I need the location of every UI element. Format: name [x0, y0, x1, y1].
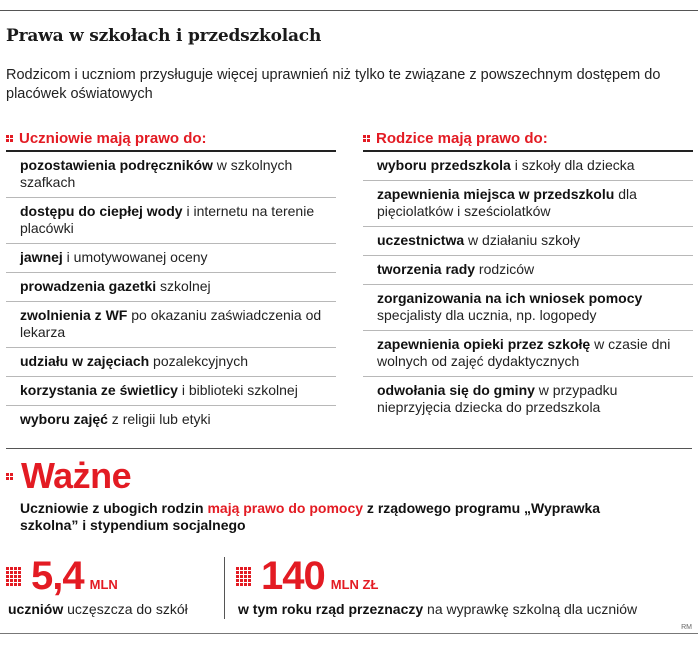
item-rest: po okazaniu zaświadczenia od lekarza [20, 307, 322, 340]
stat-unit: MLN ZŁ [330, 577, 379, 592]
stat-caption-bold: w tym roku rząd przeznaczy [238, 601, 424, 617]
stat-caption [236, 601, 692, 618]
list-item [6, 348, 336, 377]
item-bold: wyboru przedszkola [377, 157, 511, 173]
item-rest: w przypadku nieprzyjęcia dziecka do przedszkola [377, 382, 618, 415]
stat-students [6, 555, 216, 618]
stat-caption-rest: uczęszcza do szkół [63, 601, 188, 617]
item-rest: pozalekcyjnych [149, 353, 248, 369]
item-bold: zorganizowania na ich wniosek pomocy [377, 290, 643, 306]
important-box [6, 456, 692, 534]
item-bold: zapewnienia miejsca w przedszkolu [377, 186, 615, 202]
item-bold: dostępu do ciepłej wody [20, 203, 183, 219]
item-bold: korzystania ze świetlicy [20, 382, 178, 398]
item-rest: i biblioteki szkolnej [177, 382, 298, 398]
section-rule [6, 448, 692, 449]
stat-caption-bold: uczniów [8, 601, 64, 617]
item-rest: szkolnej [156, 278, 211, 294]
dot-grid-icon [236, 567, 251, 586]
top-rule [0, 10, 698, 11]
item-bold: tworzenia rady [377, 261, 476, 277]
important-text-highlight: mają prawo do pomocy [207, 500, 364, 516]
list-item [6, 406, 336, 434]
dot-grid-icon [6, 567, 21, 586]
bottom-rule [0, 633, 698, 634]
item-bold: odwołania się do gminy [377, 382, 535, 398]
item-rest: w szkolnych szafkach [20, 157, 293, 190]
list-item [363, 285, 693, 331]
important-text-after: z rządowego programu „Wyprawka szkolna” i stypendium socjalnego [20, 500, 601, 533]
important-text [20, 500, 620, 534]
item-bold: zwolnienia z WF [20, 307, 128, 323]
item-rest: dla pięciolatków i sześciolatków [377, 186, 637, 219]
item-rest: i szkoły dla dziecka [510, 157, 635, 173]
item-rest: i internetu na terenie placówki [20, 203, 315, 236]
item-bold: zapewnienia opieki przez szkołę [377, 336, 591, 352]
item-rest: i umotywowanej oceny [62, 249, 208, 265]
important-heading [6, 456, 692, 496]
item-bold: wyboru zajęć [20, 411, 108, 427]
list-item [6, 273, 336, 302]
stat-unit: MLN [89, 577, 118, 592]
parents-heading-label: Rodzice mają prawo do: [376, 129, 548, 147]
stat-number: 140 [261, 554, 325, 598]
stat-budget [236, 555, 692, 618]
parents-rights-list [363, 152, 693, 422]
students-rights-column [6, 128, 336, 434]
list-item [6, 198, 336, 244]
stat-divider [224, 557, 225, 619]
item-bold: jawnej [20, 249, 63, 265]
list-item [363, 256, 693, 285]
item-bold: pozostawienia podręczników [20, 157, 213, 173]
important-text-before: Uczniowie z ubogich rodzin [20, 500, 208, 516]
list-item [363, 227, 693, 256]
list-item [6, 377, 336, 406]
stat-caption [6, 601, 216, 618]
item-rest: z religii lub etyki [107, 411, 211, 427]
list-item [6, 244, 336, 273]
parents-rights-column [363, 128, 693, 422]
students-heading-label: Uczniowie mają prawo do: [19, 129, 207, 147]
list-item [6, 152, 336, 198]
list-item [363, 152, 693, 181]
item-bold: uczestnictwa [377, 232, 465, 248]
students-rights-list [6, 152, 336, 434]
list-item [363, 377, 693, 422]
item-rest: w działaniu szkoły [464, 232, 581, 248]
list-item [6, 302, 336, 348]
bullet-marker-icon [6, 135, 13, 142]
item-rest: rodziców [475, 261, 535, 277]
item-rest: specjalisty dla ucznia, np. logopedy [377, 307, 597, 323]
intro-text: Rodzicom i uczniom przysługuje więcej uprawnień niż tylko te związane z powszechnym dostępem do placówek oświatowych [6, 67, 661, 102]
parents-heading [363, 128, 693, 148]
bullet-marker-icon [6, 473, 13, 480]
list-item [363, 181, 693, 227]
author-credit: RM [681, 624, 692, 631]
item-bold: prowadzenia gazetki [20, 278, 157, 294]
stat-caption-rest: na wyprawkę szkolną dla uczniów [423, 601, 638, 617]
list-item [363, 331, 693, 377]
item-rest: w czasie dni wolnych od zajęć dydaktycznych [377, 336, 671, 369]
stats-row [6, 555, 692, 625]
page-title: Prawa w szkołach i przedszkolach [6, 26, 322, 46]
item-bold: udziału w zajęciach [20, 353, 150, 369]
important-title: Ważne [21, 455, 132, 496]
stat-number: 5,4 [31, 554, 84, 598]
bullet-marker-icon [363, 135, 370, 142]
students-heading [6, 128, 336, 148]
